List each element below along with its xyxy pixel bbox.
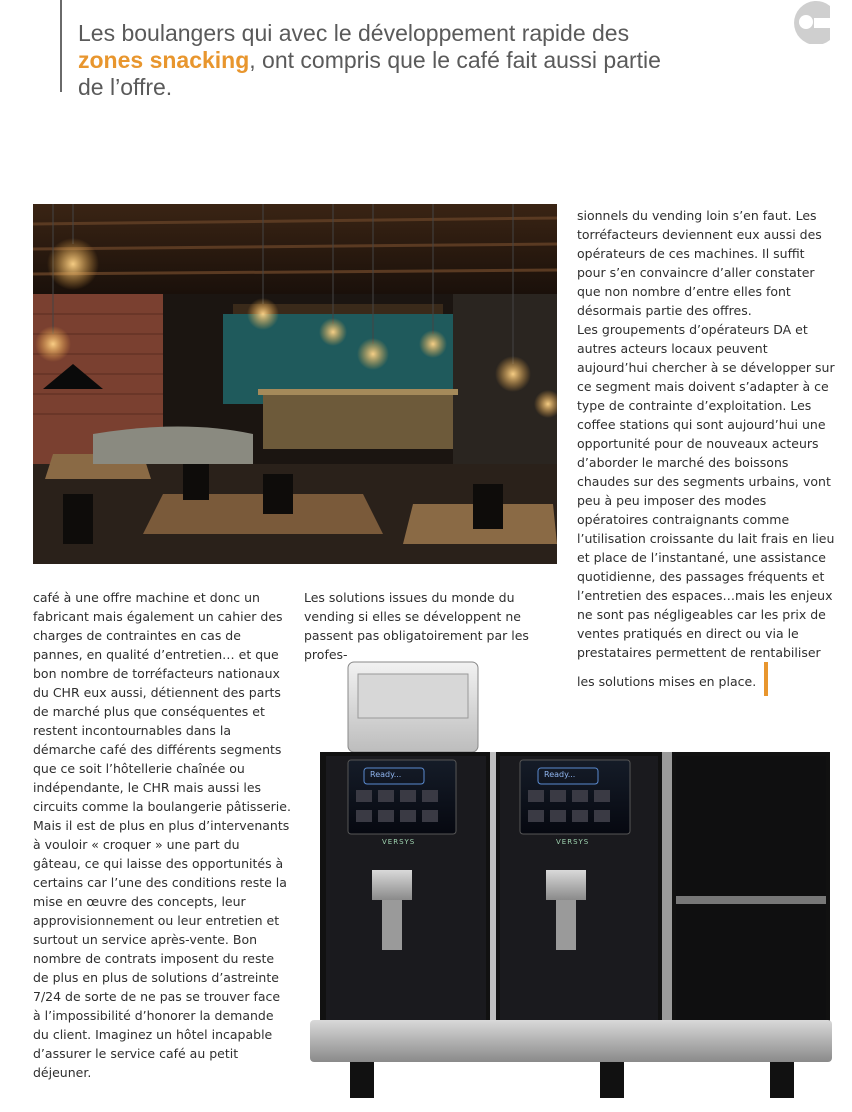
headline-highlight: zones snacking <box>78 47 250 73</box>
machine-brand-label: VERSYS <box>556 838 590 846</box>
magazine-logo <box>780 0 830 44</box>
machine-brand-label: VERSYS <box>382 838 416 846</box>
article-paragraph: sionnels du vending loin s’en faut. Les torréfacteurs deviennent eux aussi des opérateurs de ces machines. Il suffit pour s’en convaincre d’aller constater que non nombre d’entre elles font désormais partie des offres. <box>577 208 822 318</box>
cafe-interior-photo <box>33 204 557 564</box>
header-rule <box>60 0 62 92</box>
headline: Les boulangers qui avec le développement rapide des zones snacking, ont compris que le café fait aussi partie de l’offre. <box>78 20 661 100</box>
article-paragraph: Les groupements d’opérateurs DA et autres acteurs locaux peuvent aujourd’hui chercher à se développer sur ce segment mais doivent s’adapter à ce type de contrainte d’exploitation. Les coffee stations qui sont aujourd’hui une opportunité pour de nouveaux acteurs d’aborder le marché des boissons chaudes sur des segments urbains, vont peu à peu imposer des modes opératoires contraignants comme l’utilisation croissante du lait frais en lieu et place de l’instantané, une assistance quotidienne, des passages fréquents et l’entretien des espaces…mais les enjeux ne sont pas négligeables car les prix de ventes pratiqués en direct ou via le prestataires permettent de rentabiliser les solutions mises en place. <box>577 320 835 696</box>
coffee-machine-photo <box>300 660 835 1108</box>
article-column-middle: Les solutions issues du monde du vending si elles se développent ne passent pas obligatoirement par les profes- <box>304 590 529 662</box>
article-column-right <box>577 206 835 696</box>
ready-indicator: Ready... <box>370 770 402 779</box>
article-column-left: café à une offre machine et donc un fabricant mais également un cahier des charges de contraintes en cas de pannes, en qualité d’entretien… et que bon nombre de torréfacteurs nationaux du CHR eux aussi, détiennent des parts de marché plus que conséquentes et restent incontournables dans la démarche café des différents segments que ce soit l’hôtellerie chaînée ou indépendante, le CHR mais aussi les circuits comme la boulangerie pâtisserie. Mais il est de plus en plus d’intervenants à vouloir « croquer » une part du gâteau, ce qui laisse des opportunités à certains car l’une des conditions reste la mise en œuvre des concepts, leur approvisionnement ou leur entretien et surtout un service après-vente. Bon nombre de contrats imposent du reste de plus en plus de solutions d’astreinte 7/24 de sorte de ne pas se trouver face à l’impossibilité d’honorer la demande du client. Imaginez un hôtel incapable d’assurer le service café au petit déjeuner. <box>33 590 291 1080</box>
ready-indicator: Ready... <box>544 770 576 779</box>
